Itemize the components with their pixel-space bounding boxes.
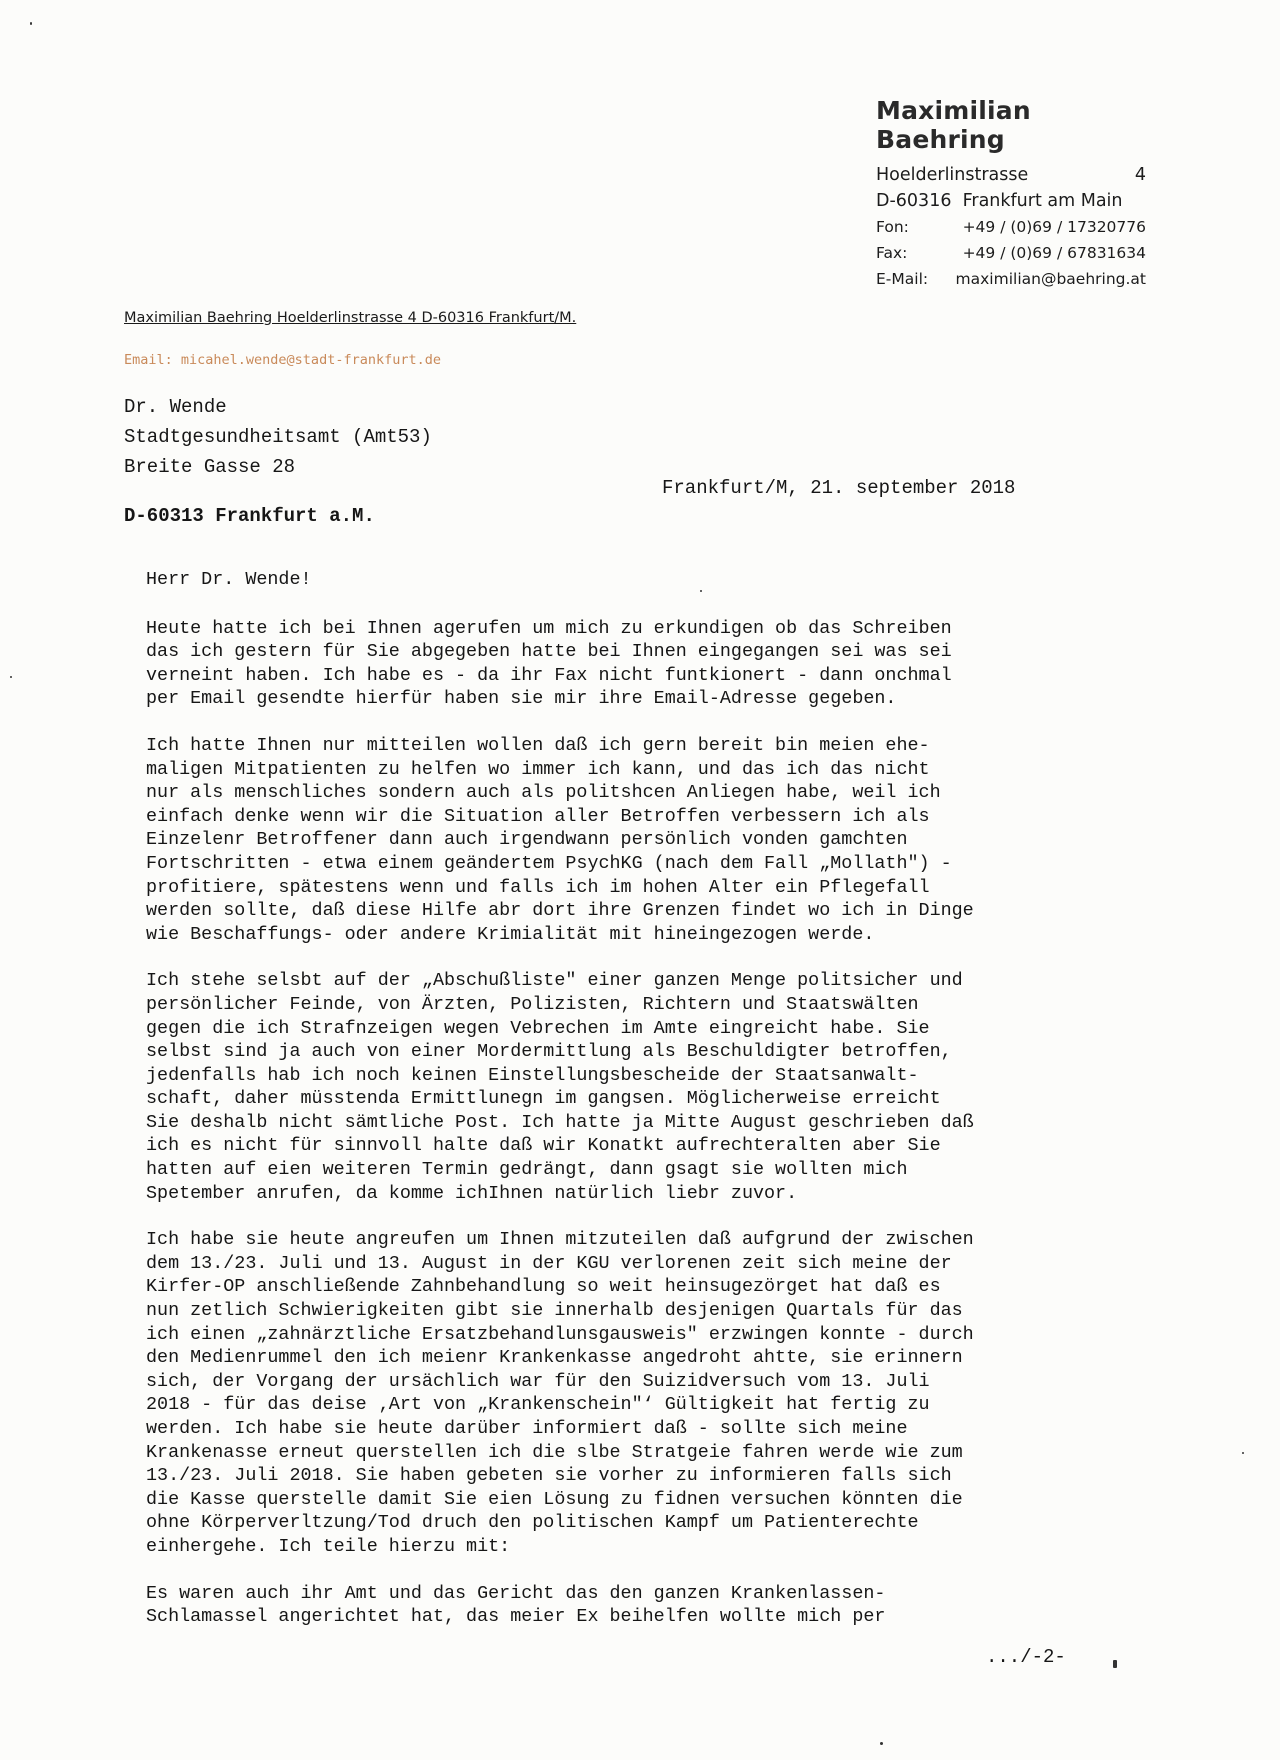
letter-date: Frankfurt/M, 21. september 2018 [662,477,1016,499]
paragraph-1: Heute hatte ich bei Ihnen agerufen um mich zu erkundigen ob das Schreiben das ich gestern für Sie abgegeben hatte bei Ihnen eingegangen sei was sei verneint haben. Ich habe es - da ihr Fax nicht funtkionert - dann onchmal per Email gesendte hierfür haben sie mir ihre Email-Adresse gegeben. [146,617,952,710]
recipient-line-1: Dr. Wende [124,396,227,418]
recipient-address [124,392,432,482]
recipient-city: D-60313 Frankfurt a.M. [124,505,375,527]
sender-city-row [876,188,1146,214]
phone-label: Fon: [876,218,909,236]
paragraph-5: Es waren auch ihr Amt und das Gericht das den ganzen Krankenlassen- Schlamassel angerichtet hat, das meier Ex beihelfen wollte mich per [146,1582,886,1628]
recipient-line-3: Breite Gasse 28 [124,456,296,478]
sender-phone-row [876,214,1146,240]
recipient-email: Email: micahel.wende@stadt-frankfurt.de [124,352,441,368]
paragraph-2: Ich hatte Ihnen nur mitteilen wollen daß ich gern bereit bin meien ehe- maligen Mitpatienten zu helfen wo immer ich kann, und das ich das nicht nur als menschliches sondern auch als politshcen Anliegen habe, weil ich einfach denke wenn wir die Situation aller Betroffen verbessern ich als Einzelenr Betroffener dann auch irgendwann persönlich vonden gamchten Fortschritten - etwa einem geändertem PsychKG (nach dem Fall „Mollath") - profitiere, spätestens wenn und falls ich im hohen Alter ein Pflegefall werden sollte, daß diese Hilfe abr dort ihre Grenzen findet wo ich in Dinge wie Beschaffungs- oder andere Krimialität mit hineingezogen werde. [146,734,974,945]
sender-name: Maximilian Baehring [876,96,1031,154]
return-address: Maximilian Baehring Hoelderlinstrasse 4 D-60316 Frankfurt/M. [124,310,577,326]
scan-speck [10,676,12,678]
recipient-line-2: Stadtgesundheitsamt (Amt53) [124,426,432,448]
sender-street-row [876,162,1146,188]
letter-body [146,568,1096,1652]
page-number: .../-2- [986,1646,1066,1668]
sender-email-row [876,266,1146,292]
paragraph-4: Ich habe sie heute angreufen um Ihnen mitzuteilen daß aufgrund der zwischen dem 13./23. Juli und 13. August in der KGU verlorenen zeit sich meine der Kirfer-OP anschließende Zahnbehandlung so weit heinsugezörget hat daß es nun zetlich Schwierigkeiten gibt sie innerhalb desjenigen Quartals für das ich einen „zahnärztliche Ersatzbehandlunsgausweis" erzwingen konnte - durch den Medienrummel den ich meienr Krankenkasse angedroht ahtte, sie erinnern sich, der Vorgang der ursächlich war für den Suizidversuch vom 13. Juli 2018 - für das deise ‚Art von „Krankenschein"‘ Gültigkeit hat fertig zu werden. Ich habe sie heute darüber informiert daß - sollte sich meine Krankenasse erneut querstellen ich die slbe Stratgeie fahren werde wie zum 13./23. Juli 2018. Sie haben gebeten sie vorher zu informieren falls sich die Kasse querstelle damit Sie eien Lösung zu fidnen versuchen könnten die ohne Körperverltzung/Tod druch den politischen Kampf um Patienterechte einhergehe. Ich teile hierzu mit: [146,1229,974,1557]
scan-speck [30,22,32,25]
sender-email: maximilian@baehring.at [955,270,1146,288]
sender-postal-city: D-60316 Frankfurt am Main [876,191,1123,211]
sender-phone: +49 / (0)69 / 17320776 [962,218,1146,236]
scan-speck [700,590,702,592]
sender-fax: +49 / (0)69 / 67831634 [962,244,1146,262]
paragraph-3: Ich stehe selsbt auf der „Abschußliste" einer ganzen Menge politsicher und persönlicher Feinde, von Ärzten, Polizisten, Richtern und Staatswälten gegen die ich Strafnzeigen wegen Vebrechen im Amte eingreicht habe. Sie selbst sind ja auch von einer Mordermittlung als Beschuldigter betroffen, jedenfalls hab ich noch keinen Einstellungsbescheide der Staatsanwalt- schaft, daher müsstenda Ermittlunegn im gangsen. Möglicherweise erreicht Sie deshalb nicht sämtliche Post. Ich hatte ja Mitte August geschrieben daß ich es nicht für sinnvoll halte daß wir Konatkt aufrechteralten aber Sie hatten auf eien weiteren Termin gedrängt, dann gsagt sie wollten mich Spetember anrufen, da komme ichIhnen natürlich liebr zuvor. [146,970,974,1204]
fax-label: Fax: [876,244,908,262]
sender-house-number: 4 [1134,165,1146,185]
salutation: Herr Dr. Wende! [146,569,312,590]
sender-fax-row [876,240,1146,266]
sender-street: Hoelderlinstrasse [876,165,1029,185]
scan-speck [1242,1452,1244,1454]
scan-speck [880,1742,883,1745]
email-label: E-Mail: [876,270,929,288]
letterhead [876,96,1146,292]
scan-speck [1113,1660,1117,1668]
